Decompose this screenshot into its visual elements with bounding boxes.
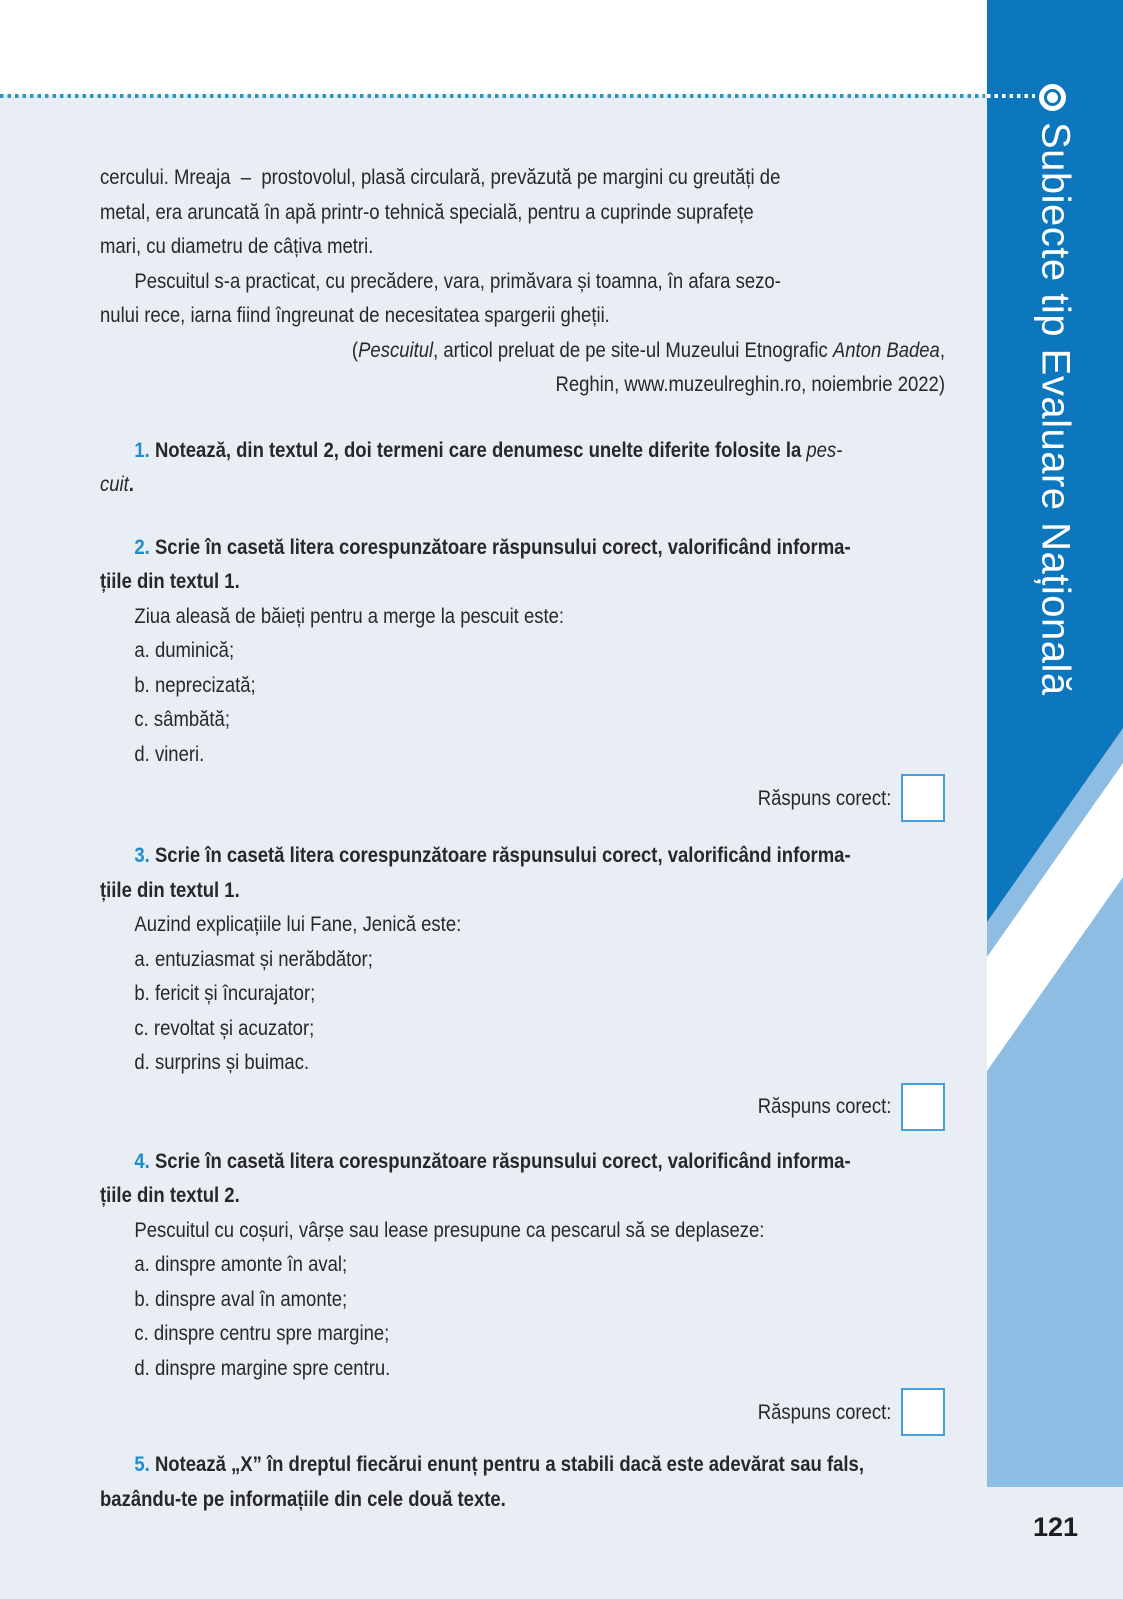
question-number: 5. xyxy=(134,1452,155,1476)
text-segment: b. fericit și încurajator; xyxy=(134,981,316,1005)
text-segment: , xyxy=(939,337,945,362)
answer-label: Răspuns corect: xyxy=(757,785,891,810)
intro-line xyxy=(100,195,827,230)
answer-option xyxy=(100,1045,827,1080)
text-segment: Auzind explicațiile lui Fane, Jenică este: xyxy=(134,912,462,936)
answer-option xyxy=(100,942,827,977)
text-segment: nului rece, iarna fiind îngreunat de necesitatea spargerii gheții. xyxy=(100,303,610,327)
text-segment: a. dinspre amonte în aval; xyxy=(134,1252,348,1276)
question-number: 3. xyxy=(134,843,155,867)
text-segment: mari, cu diametru de câțiva metri. xyxy=(100,234,374,258)
question-block xyxy=(100,1447,945,1516)
question-stem xyxy=(100,599,827,634)
italic-text: pes- xyxy=(806,437,843,462)
answer-row xyxy=(100,1387,945,1437)
text-segment: Scrie în casetă litera corespunzătoare răspunsului corect, valorificând informa- xyxy=(154,843,851,867)
text-segment: Notează, din textul 2, doi termeni care denumesc unelte diferite folosite la xyxy=(154,437,807,462)
answer-option xyxy=(100,1282,827,1317)
text-segment: Ziua aleasă de băieți pentru a merge la pescuit este: xyxy=(134,603,565,628)
text-segment: c. dinspre centru spre margine; xyxy=(134,1321,390,1345)
intro-line xyxy=(100,298,827,333)
italic-text: Pescuitul xyxy=(358,337,434,362)
text-segment: d. surprins și buimac. xyxy=(134,1050,310,1074)
question-stem xyxy=(100,907,827,942)
question-heading-line xyxy=(100,530,851,565)
header-dotted-divider xyxy=(0,94,985,98)
question-number: 2. xyxy=(134,534,155,559)
question-heading-line xyxy=(100,1447,864,1482)
answer-box[interactable] xyxy=(901,1083,945,1131)
italic-text: cuit xyxy=(100,472,129,496)
answer-option xyxy=(100,1351,827,1386)
text-segment: ( xyxy=(351,337,359,362)
page-number: 121 xyxy=(1032,1512,1078,1542)
question-heading-line xyxy=(100,433,843,468)
answer-option xyxy=(100,1011,827,1046)
text-segment: , articol preluat de pe site-ul Muzeului Etnografic xyxy=(433,337,833,362)
answer-option xyxy=(100,1316,827,1351)
answer-box[interactable] xyxy=(901,1388,945,1436)
page-top-margin xyxy=(0,0,987,95)
question-block xyxy=(100,838,945,1132)
question-heading-line xyxy=(100,467,827,502)
answer-option xyxy=(100,1247,827,1282)
question-block xyxy=(100,433,945,502)
answer-option xyxy=(100,976,827,1011)
bullseye-icon xyxy=(1039,84,1066,111)
answer-row xyxy=(100,1082,945,1132)
text-segment: d. vineri. xyxy=(134,741,205,766)
text-segment: țiile din textul 1. xyxy=(100,877,240,902)
questions-list xyxy=(100,433,945,1517)
question-heading-line xyxy=(100,873,827,908)
sidebar-tab xyxy=(987,0,1123,1487)
intro-line xyxy=(100,264,827,299)
answer-label: Răspuns corect: xyxy=(757,1094,891,1119)
sidebar-title: Subiecte tip Evaluare Națională xyxy=(1033,122,1078,696)
question-heading-line xyxy=(100,1482,827,1517)
text-segment: Scrie în casetă litera corespunzătoare răspunsului corect, valorificând informa- xyxy=(154,534,851,559)
text-segment: metal, era aruncată în apă printr-o tehnică specială, pentru a cuprinde suprafețe xyxy=(100,199,754,224)
answer-option xyxy=(100,702,827,737)
text-segment: Reghin, www.muzeulreghin.ro, noiembrie 2022) xyxy=(555,372,945,396)
question-heading-line xyxy=(100,564,827,599)
intro-line xyxy=(100,229,827,264)
question-heading-line xyxy=(100,838,851,873)
question-block xyxy=(100,530,945,824)
answer-option xyxy=(100,668,827,703)
text-segment: țiile din textul 1. xyxy=(100,569,240,593)
text-segment: țiile din textul 2. xyxy=(100,1183,240,1207)
text-segment: b. dinspre aval în amonte; xyxy=(134,1286,348,1311)
main-content xyxy=(100,160,945,1516)
text-segment: cercului. Mreaja – prostovolul, plasă circulară, prevăzută pe margini cu greutăți de xyxy=(100,165,781,189)
text-segment: b. neprecizată; xyxy=(134,672,256,697)
question-heading-line xyxy=(100,1144,851,1179)
intro-paragraph xyxy=(100,160,945,402)
italic-text: Anton Badea xyxy=(832,337,940,362)
answer-row xyxy=(100,773,945,823)
question-heading-line xyxy=(100,1178,827,1213)
text-segment: d. dinspre margine spre centru. xyxy=(134,1355,391,1380)
text-segment: c. revoltat și acuzator; xyxy=(134,1015,315,1040)
text-segment: a. duminică; xyxy=(134,638,235,662)
text-segment: a. entuziasmat și nerăbdător; xyxy=(134,946,373,971)
answer-option xyxy=(100,737,827,772)
question-stem xyxy=(100,1213,827,1248)
intro-line xyxy=(218,333,945,368)
text-segment: . xyxy=(128,472,134,496)
intro-line xyxy=(218,367,945,402)
text-segment: Pescuitul s-a practicat, cu precădere, vara, primăvara și toamna, în afara sezo- xyxy=(134,268,781,293)
text-segment: Pescuitul cu coșuri, vârșe sau lease presupune ca pescarul să se deplaseze: xyxy=(134,1217,765,1242)
question-block xyxy=(100,1144,945,1438)
text-segment: bazându-te pe informațiile din cele două texte. xyxy=(100,1486,506,1511)
answer-label: Răspuns corect: xyxy=(757,1399,891,1424)
sidebar-dotted-segment xyxy=(987,94,1035,98)
question-number: 4. xyxy=(134,1148,155,1173)
text-segment: c. sâmbătă; xyxy=(134,707,230,731)
text-segment: Notează „X” în dreptul fiecărui enunț pentru a stabili dacă este adevărat sau fals, xyxy=(154,1452,864,1476)
answer-box[interactable] xyxy=(901,774,945,822)
answer-option xyxy=(100,633,827,668)
question-number: 1. xyxy=(134,437,155,462)
text-segment: Scrie în casetă litera corespunzătoare răspunsului corect, valorificând informa- xyxy=(154,1148,851,1173)
intro-line xyxy=(100,160,827,195)
